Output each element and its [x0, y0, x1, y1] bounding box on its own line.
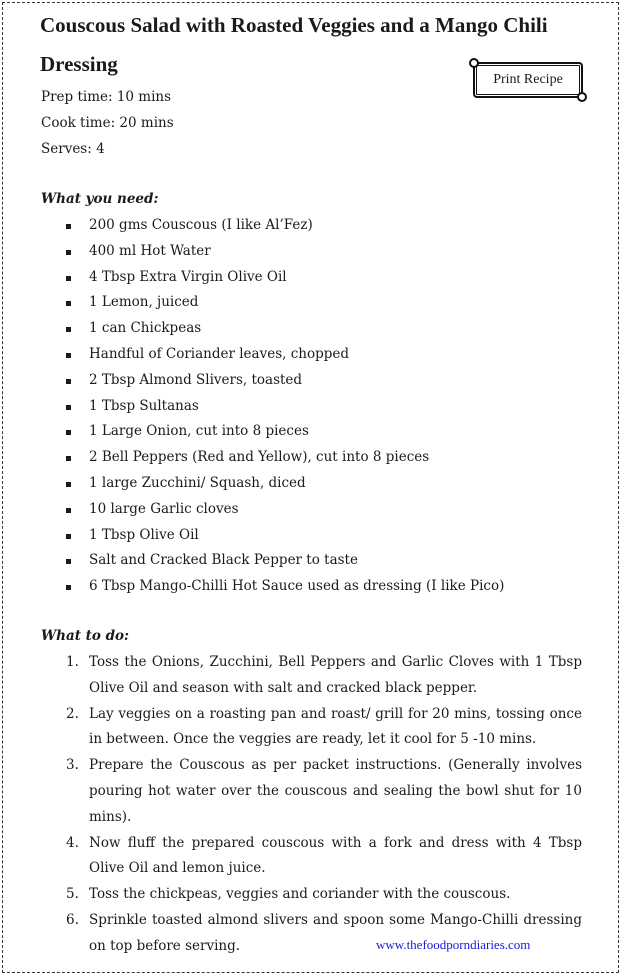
- ingredient-text: 1 Large Onion, cut into 8 pieces: [89, 423, 309, 440]
- step-text: Toss the chickpeas, veggies and coriander with the couscous.: [89, 886, 511, 903]
- ingredient-text: 1 can Chickpeas: [89, 320, 202, 337]
- ingredient-text: 10 large Garlic cloves: [89, 500, 239, 517]
- step-number: 3.: [66, 757, 79, 774]
- step-text: Sprinkle toasted almond slivers and spoon some Mango-Chilli dressing on top before serving.: [89, 911, 582, 954]
- serves: Serves: 4: [41, 141, 105, 157]
- ingredient-item: [0, 239, 625, 265]
- ingredient-text: 1 Lemon, juiced: [89, 294, 199, 311]
- square-bullet-icon: [66, 482, 71, 487]
- ingredient-text: 6 Tbsp Mango-Chilli Hot Sauce used as dressing (I like Pico): [89, 578, 505, 595]
- square-bullet-icon: [66, 379, 71, 384]
- ingredient-item: [0, 265, 625, 291]
- step-item: [0, 831, 582, 883]
- step-text: Lay veggies on a roasting pan and roast/ grill for 20 mins, tossing once in between. Once the veggies are ready, let it cool for 5 -10 mins.: [89, 705, 582, 748]
- cook-time: Cook time: 20 mins: [41, 115, 174, 131]
- ingredient-item: [0, 548, 625, 574]
- ingredient-text: 4 Tbsp Extra Virgin Olive Oil: [89, 268, 287, 285]
- square-bullet-icon: [66, 534, 71, 539]
- ingredient-item: [0, 394, 625, 420]
- step-item: [0, 650, 582, 702]
- prep-time: Prep time: 10 mins: [41, 89, 172, 105]
- step-text: Prepare the Couscous as per packet instructions. (Generally involves pouring hot water over the couscous and sealing the bowl shut for 10 mins).: [89, 757, 582, 825]
- ingredient-text: 400 ml Hot Water: [89, 242, 211, 259]
- ingredient-text: 1 Tbsp Olive Oil: [89, 526, 199, 543]
- square-bullet-icon: [66, 585, 71, 590]
- square-bullet-icon: [66, 276, 71, 281]
- ingredient-text: Handful of Coriander leaves, chopped: [89, 345, 350, 362]
- square-bullet-icon: [66, 327, 71, 332]
- square-bullet-icon: [66, 405, 71, 410]
- ingredient-text: 1 large Zucchini/ Squash, diced: [89, 474, 306, 491]
- step-number: 1.: [66, 654, 79, 670]
- ingredient-text: 200 gms Couscous (I like Al’Fez): [89, 217, 313, 233]
- recipe-title: Couscous Salad with Roasted Veggies and a Mango Chili Dressing: [40, 13, 548, 76]
- square-bullet-icon: [66, 508, 71, 513]
- step-number: 4.: [66, 834, 79, 851]
- ingredient-item: [0, 523, 625, 549]
- step-text: Now fluff the prepared couscous with a fork and dress with 4 Tbsp Olive Oil and lemon juice.: [89, 834, 582, 877]
- square-bullet-icon: [66, 353, 71, 358]
- ingredient-item: [0, 574, 625, 600]
- ingredient-item: [0, 213, 625, 239]
- ingredient-item: [0, 316, 625, 342]
- ingredient-item: [0, 368, 625, 394]
- step-item: [0, 753, 582, 830]
- step-item: [0, 702, 582, 754]
- step-number: 2.: [66, 705, 79, 722]
- print-recipe-button[interactable]: [473, 62, 583, 98]
- footer-website-link[interactable]: www.thefoodporndiaries.com: [376, 937, 531, 952]
- ingredient-text: 2 Bell Peppers (Red and Yellow), cut into 8 pieces: [89, 449, 430, 466]
- square-bullet-icon: [66, 456, 71, 461]
- steps-heading: What to do:: [41, 628, 130, 644]
- square-bullet-icon: [66, 559, 71, 564]
- ingredient-item: [0, 471, 625, 497]
- ingredient-text: Salt and Cracked Black Pepper to taste: [89, 552, 358, 569]
- step-item: [0, 882, 582, 908]
- ingredient-text: 2 Tbsp Almond Slivers, toasted: [89, 371, 303, 388]
- print-recipe-label: Print Recipe: [493, 72, 563, 87]
- square-bullet-icon: [66, 250, 71, 255]
- step-number: 5.: [66, 886, 79, 903]
- steps-list: [0, 650, 625, 960]
- ingredient-item: [0, 419, 625, 445]
- ingredients-heading: What you need:: [41, 191, 159, 207]
- square-bullet-icon: [66, 224, 71, 229]
- square-bullet-icon: [66, 430, 71, 435]
- step-text: Toss the Onions, Zucchini, Bell Peppers and Garlic Cloves with 1 Tbsp Olive Oil and season with salt and cracked black pepper.: [89, 654, 582, 696]
- ingredient-item: [0, 342, 625, 368]
- square-bullet-icon: [66, 301, 71, 306]
- ingredient-item: [0, 497, 625, 523]
- ingredients-list: [0, 213, 625, 600]
- ingredient-item: [0, 290, 625, 316]
- ingredient-item: [0, 445, 625, 471]
- ingredient-text: 1 Tbsp Sultanas: [89, 397, 199, 414]
- step-number: 6.: [66, 911, 79, 928]
